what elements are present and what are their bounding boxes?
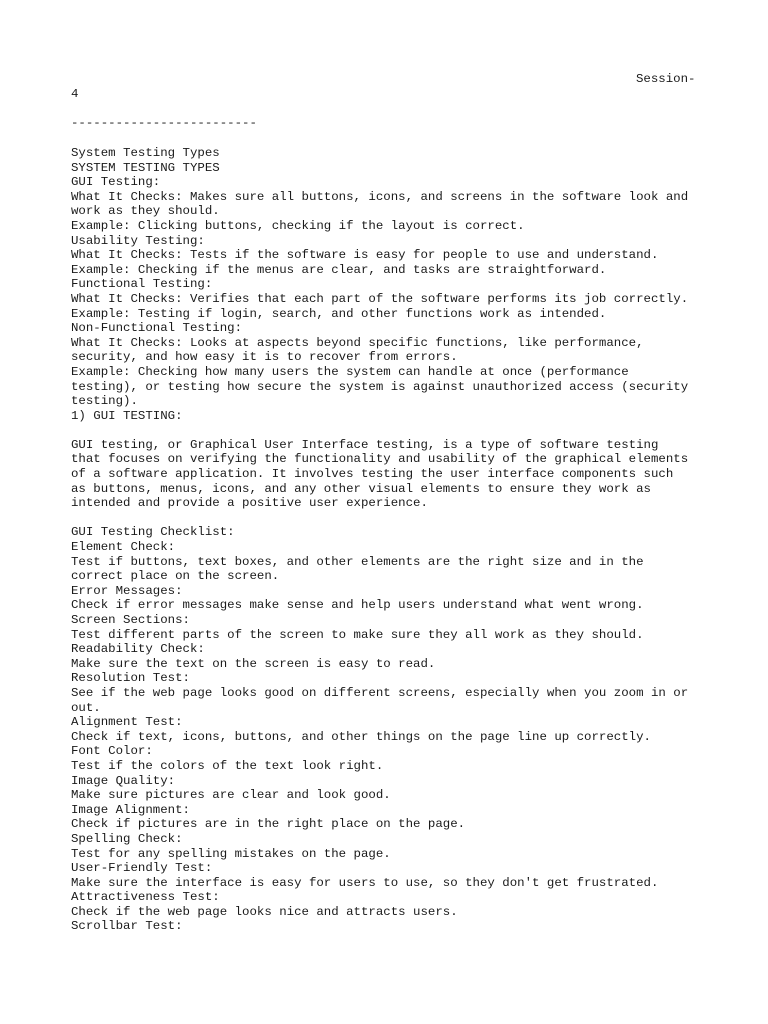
text-line: correct place on the screen. [71,569,280,584]
text-line: Attractiveness Test: [71,890,220,905]
text-line: Scrollbar Test: [71,919,183,934]
text-line: Element Check: [71,540,176,555]
text-line: Screen Sections: [71,613,190,627]
text-line: Example: Clicking buttons, checking if the layout is correct. [71,218,525,233]
text-line: User-Friendly Test: [71,861,213,876]
document-body [71,146,711,934]
text-line: Non-Functional Testing: [71,321,243,336]
text-line: Check if text, icons, buttons, and other things on the page line up correctly. [71,729,651,744]
text-line: Example: Testing if login, search, and other functions work as intended. [71,306,607,321]
text-line: Resolution Test: [71,671,190,686]
text-line: What It Checks: Looks at aspects beyond specific functions, like performance, [71,335,644,350]
text-line: Make sure the interface is easy for users to use, so they don't get frustrated. [71,875,659,890]
text-line: 1) GUI TESTING: [71,408,183,423]
text-line: Alignment Test: [71,715,183,730]
text-line: Functional Testing: [71,277,213,292]
text-line: What It Checks: Tests if the software is easy for people to use and understand. [71,248,659,263]
text-line: intended and provide a positive user experience. [71,496,428,511]
text-line: GUI testing, or Graphical User Interface testing, is a type of software testing [71,437,659,452]
text-line: SYSTEM TESTING TYPES [71,160,220,175]
text-line: Error Messages: [71,583,183,598]
text-line: Spelling Check: [71,831,183,846]
text-line: GUI Testing Checklist: [71,525,235,540]
session-label: Session- [636,72,696,86]
text-line: Check if error messages make sense and help users understand what went wrong. [71,598,644,613]
text-line: GUI Testing: [71,175,161,190]
text-line: Readability Check: [71,642,205,657]
text-line: Make sure pictures are clear and look good. [71,788,391,803]
text-line: Make sure the text on the screen is easy to read. [71,656,436,671]
text-line: Example: Checking if the menus are clear, and tasks are straightforward. [71,262,607,277]
text-line: Image Alignment: [71,802,190,817]
blank-line [71,423,711,438]
text-line: Test different parts of the screen to make sure they all work as they should. [71,627,644,642]
text-line: testing). [71,394,138,409]
text-line: of a software application. It involves testing the user interface components such [71,467,674,482]
text-line: What It Checks: Verifies that each part of the software performs its job correctly. [71,291,689,306]
text-line: as buttons, menus, icons, and any other visual elements to ensure they work as [71,481,651,496]
text-line: See if the web page looks good on different screens, especially when you zoom in or [71,685,689,700]
text-line: security, and how easy it is to recover from errors. [71,350,458,365]
text-line: that focuses on verifying the functionality and usability of the graphical elements [71,452,689,467]
text-line: Test if buttons, text boxes, and other elements are the right size and in the [71,554,644,569]
text-line: Usability Testing: [71,233,205,248]
text-line: Check if pictures are in the right place on the page. [71,817,466,832]
text-line: Example: Checking how many users the system can handle at once (performance [71,364,629,379]
blank-line [71,511,711,526]
session-number: 4 [71,87,79,101]
text-line: Test for any spelling mistakes on the page. [71,846,391,861]
text-line: testing), or testing how secure the system is against unauthorized access (security [71,379,689,394]
divider-line: ------------------------- [71,116,257,130]
text-line: out. [71,700,101,715]
text-line: Image Quality: [71,773,176,788]
text-line: work as they should. [71,204,220,219]
text-line: What It Checks: Makes sure all buttons, icons, and screens in the software look and [71,189,689,204]
text-line: Check if the web page looks nice and attracts users. [71,904,458,919]
text-line: Font Color: [71,744,153,759]
text-line: System Testing Types [71,146,220,160]
text-line: Test if the colors of the text look right. [71,758,384,773]
